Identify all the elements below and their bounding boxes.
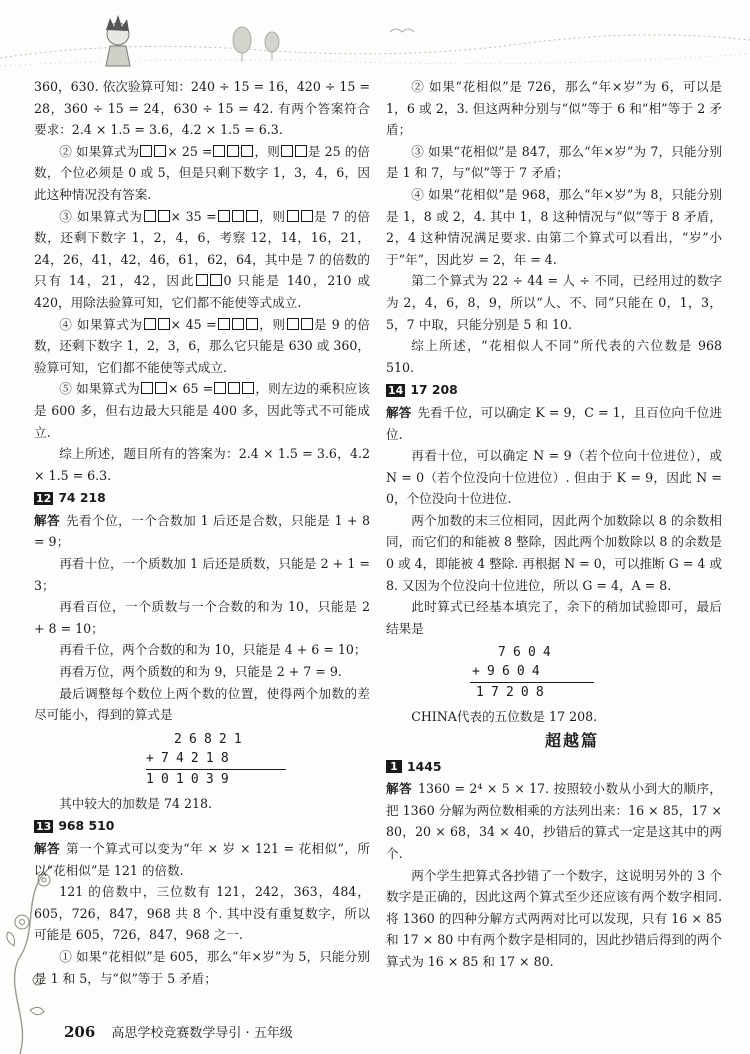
text: 0 只能是 140，210 或 420，用除法验算可知，它们都不能使等式成立. [34,273,370,310]
text: 是 7 的倍数，还剩下数字 1，2，4，6，考察 12，14，16，21，24，26，41，42，46，61，62，64，其中是 7 的倍数的只有 14，21，42，因此 [34,208,370,289]
solution-paragraph [386,402,722,445]
question-12-header [34,487,370,509]
solution-label: 解答 [34,512,61,528]
question-1-header [386,756,722,778]
addition-calculation [34,730,370,789]
blank-box-icon [144,318,156,330]
paragraph: 再看百位，一个质数与一个合数的和为 10，只能是 2 + 8 = 10； [34,599,370,636]
solution-label: 解答 [386,781,412,797]
text: 先看千位，可以确定 K = 9，C = 1，且百位向千位进位. [386,404,722,442]
question-number: 1 [386,760,402,773]
page-number: 206 [64,1023,96,1041]
blank-box-icon [301,210,313,222]
text: ，则 [254,143,280,159]
paragraph: 两个加数的末三位相同，因此两个加数除以 8 的余数相同，而它们的和能被 8 整除，因此两个加数除以 8 的余数是 0 或 4，即能被 4 整除. 再根据 N = 0，可以推断 G = 4 或 8. 又因为个位没向十位进位，所以 G = 4，A = 8. [386,512,722,593]
calc-row: +9604 [472,664,547,680]
calc-row: 7604 [498,645,558,661]
text: ③ 如果算式为 [59,208,143,224]
blank-box-icon [295,145,307,157]
paragraph: 两个学生把算式各抄错了一个数字，这说明另外的 3 个数字是正确的，因此这两个算式至少还应该有两个数字相同. 将 1360 的四种分解方式两两对比可以发现，只有 16 × 85 和 17 × 80 中有两个数字是相同的，因此抄错后得到的两个算式为 16 × 85 和 17 × 80. [386,867,722,969]
calc-row: 101039 [146,771,236,787]
paragraph: 此时算式已经基本填完了，余下的稍加试验即可，最后结果是 [386,599,722,636]
page-footer [64,1022,293,1041]
text: × 65 = [167,381,214,397]
blank-box-icon [242,382,254,394]
solution-paragraph [34,510,370,553]
blank-box-icon [287,210,299,222]
blank-box-icon [214,382,226,394]
question-number: 13 [36,819,52,833]
blank-box-icon [141,382,153,394]
question-14-header [386,379,722,401]
text: ，则 [258,208,286,224]
summary-paragraph: 综上所述，题目所有的答案为：2.4 × 1.5 = 3.6，4.2 × 1.5 = 6.3. [34,446,370,483]
text: 先看个位，一个合数加 1 后还是合数，只能是 1 + 8 = 9； [34,512,370,550]
paragraph: ③ 如果“花相似”是 847，那么“年×岁”为 7，只能分别是 1 和 7，与“似”等于 7 矛盾； [386,143,722,181]
question-number: 14 [388,383,404,397]
blank-box-icon [196,274,208,286]
answer-value: 74 218 [58,490,106,506]
text: × 35 = [170,208,217,224]
text: 第一个算式可以变为“年 × 岁 × 121 = 花相似”，所以“花相似”是 121 的倍数. [34,841,370,878]
left-column [34,76,370,989]
paragraph: 综上所述，“花相似人不同”所代表的六位数是 968 510. [386,338,722,375]
paragraph: ② 如果“花相似”是 726，那么“年×岁”为 6，可以是 1，6 或 2，3. 但这两种分别与“似”等于 6 和“相”等于 2 矛盾； [386,79,722,138]
blank-box-icon [228,382,240,394]
blank-box-icon [144,210,156,222]
paragraph: 最后调整每个数位上两个数的位置，使得两个加数的差尽可能小，得到的算式是 [34,685,370,723]
text: 是 9 的倍数，还剩下数字 1，2，3，6，那么它只能是 630 或 360，验算可知，它们都不能使等式成立. [34,316,370,375]
paragraph: 再看千位，两个合数的和为 10，只能是 4 + 6 = 10； [59,642,367,658]
paragraph: CHINA代表的五位数是 17 208. [411,709,598,725]
blank-box-icon [246,210,258,222]
right-column [386,76,722,973]
blank-box-icon [301,318,313,330]
blank-box-icon [241,145,253,157]
blank-box-icon [218,318,230,330]
blank-box-icon [140,145,152,157]
chapter-title: 超越篇 [544,731,599,751]
header-decoration [0,0,750,76]
paragraph: ④ 如果“花相似”是 968，那么“年×岁”为 8，只能分别是 1，8 或 2，4. 其中 1，8 这种情况与“似”等于 8 矛盾，2，4 这种情况满足要求. 由第二个算式可以看出，“岁”小于“年”，因此岁 = 2，年 = 4. [386,186,722,267]
paragraph: 第二个算式为 22 ÷ 44 = 人 ÷ 不同，已经用过的数字为 2，4，6，8，9，所以“人、不、同”只能在 0，1，3，5，7 中取，只能分别是 5 和 10. [386,273,722,332]
case-2-paragraph [34,141,370,206]
book-title: 高思学校竞赛数学导引 · 五年级 [111,1026,293,1041]
blank-box-icon [227,145,239,157]
paragraph: 再看十位，一个质数加 1 后还是质数，只能是 2 + 1 = 3； [34,556,370,593]
answer-value: 1445 [407,758,442,774]
paragraph: 再看万位，两个质数的和为 9，只能是 2 + 7 = 9. [59,664,342,680]
text: × 45 = [170,316,217,332]
blank-box-icon [158,318,170,330]
blank-box-icon [281,145,293,157]
calc-row: +74218 [146,750,236,766]
solution-label: 解答 [386,404,412,420]
tree-icon [233,27,279,62]
question-13-header [34,815,370,837]
blank-box-icon [154,145,166,157]
paragraph: 再看十位，可以确定 N = 9（若个位向十位进位），或 N = 0（若个位没向十位进位）. 但由于 K = 9，因此 N = 0，个位没向十位进位. [386,448,722,507]
solution-paragraph [386,778,722,864]
blank-box-icon [246,318,258,330]
text: × 25 = [167,143,213,159]
paragraph: 360，630. 依次验算可知：240 ÷ 15 = 16，420 ÷ 15 = 28，360 ÷ 15 = 24，630 ÷ 15 = 42. 有两个答案符合要求：2.4 × 1.5 = 3.6，4.2 × 1.5 = 6.3. [34,79,370,138]
case-3-paragraph [34,206,370,314]
solution-label: 解答 [34,841,61,856]
text: ④ 如果算式为 [59,316,143,332]
blank-box-icon [155,382,167,394]
case-5-paragraph [34,378,370,443]
text: 1360 = 2⁴ × 5 × 17. 按照较小数从小到大的顺序，把 1360 分解为两位数相乘的方法列出来：16 × 85，17 × 80，20 × 68，34 × 40，抄错后的算式一定是这其中的两个. [386,781,722,861]
text: ② 如果算式为 [59,143,140,159]
calc-row: 17208 [476,685,551,701]
question-number: 12 [36,491,52,505]
answer-value: 17 208 [410,382,458,398]
paragraph: ① 如果“花相似”是 605，那么“年×岁”为 5，只能分别是 1 和 5，与“似”等于 5 矛盾； [34,948,370,986]
text: ⑤ 如果算式为 [59,381,140,397]
solution-paragraph [34,838,370,881]
blank-box-icon [213,145,225,157]
case-4-paragraph [34,314,370,379]
cartoon-boy-icon [106,15,130,66]
blank-box-icon [218,210,230,222]
blank-box-icon [210,274,222,286]
text: ，则 [258,316,286,332]
calc-row: 26821 [174,731,249,747]
paragraph: 其中较大的加数是 74 218. [59,795,213,811]
text: 是 25 的倍数，个位必须是 0 或 5，但是只剩下数字 1，3，4，6，因此这种情况没有答案. [34,143,370,202]
blank-box-icon [287,318,299,330]
blank-box-icon [232,210,244,222]
blank-box-icon [232,318,244,330]
blank-box-icon [158,210,170,222]
paragraph: 121 的倍数中，三位数有 121，242，363，484，605，726，847，968 共 8 个. 其中没有重复数字，所以可能是 605，726，847，968 之一. [34,884,370,943]
text: ，则左边的乘积应该是 600 多，但右边最大只能是 400 多，因此等式不可能成立. [34,381,371,440]
answer-value: 968 510 [58,818,115,834]
addition-calculation [386,643,722,702]
